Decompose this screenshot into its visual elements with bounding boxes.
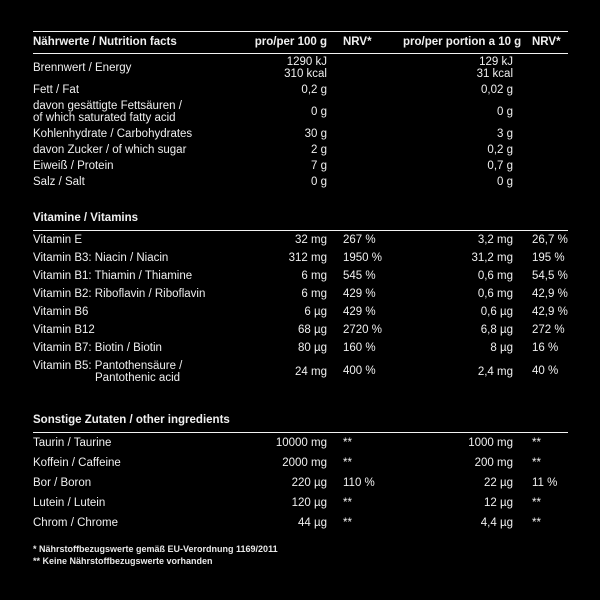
table-row	[33, 82, 568, 98]
table-row	[33, 249, 568, 267]
nrv-per-portion: 11 %	[532, 476, 558, 489]
row-label-line: Koffein / Caffeine	[33, 457, 121, 469]
value-per-portion	[403, 306, 513, 318]
table-row	[33, 126, 568, 142]
value-per-100g	[213, 457, 327, 469]
nrv-per-100g: **	[343, 516, 352, 529]
row-label-line: Lutein / Lutein	[33, 497, 106, 509]
row-label-line: Pantothenic acid	[95, 371, 181, 384]
table-row	[33, 285, 568, 303]
nrv-per-100g: 429 %	[343, 305, 376, 318]
table-row	[33, 473, 568, 493]
row-label-line: Vitamin B5: Pantothensäure /	[33, 359, 183, 372]
nrv-per-portion: 42,9 %	[532, 287, 568, 300]
row-label	[33, 437, 111, 449]
value-line: 6 mg	[301, 288, 327, 300]
value-per-100g	[213, 288, 327, 300]
nrv-per-portion: 54,5 %	[532, 269, 568, 282]
row-label-line: Vitamin B2: Riboflavin / Riboflavin	[33, 288, 206, 300]
value-line: 4,4 µg	[480, 517, 513, 529]
footnotes	[33, 543, 568, 567]
row-label	[33, 497, 105, 509]
row-label-line: Vitamin B12	[33, 324, 95, 336]
value-per-portion	[403, 437, 513, 449]
row-label	[33, 234, 82, 246]
value-per-portion	[403, 56, 513, 80]
vitamins-table	[33, 212, 568, 386]
value-per-100g	[213, 128, 327, 140]
value-per-100g	[213, 437, 327, 449]
table-header-row	[33, 32, 568, 53]
value-per-portion	[403, 252, 513, 264]
value-per-portion	[403, 457, 513, 469]
table-row	[33, 267, 568, 285]
value-line: 0 g	[497, 176, 513, 188]
row-label	[33, 477, 91, 489]
table-row	[33, 54, 568, 82]
value-line: 310 kcal	[284, 68, 327, 80]
table-row	[33, 174, 568, 190]
value-line: 0,02 g	[481, 84, 513, 96]
table-row	[33, 513, 568, 533]
row-label-line: Chrom / Chrome	[33, 517, 118, 529]
column-header-per-100g: pro/per 100 g	[254, 36, 327, 48]
table-body	[33, 54, 568, 190]
value-per-100g	[213, 324, 327, 336]
table-row	[33, 453, 568, 473]
row-label-line: Vitamin B3: Niacin / Niacin	[33, 252, 169, 264]
table-row	[33, 321, 568, 339]
row-label	[33, 100, 182, 124]
table-row	[33, 433, 568, 453]
table-body	[33, 231, 568, 386]
row-label-line: Brennwert / Energy	[33, 62, 132, 74]
value-line: 32 mg	[295, 234, 327, 246]
row-label-line: of which saturated fatty acid	[33, 112, 176, 124]
table-header-label: Nährwerte / Nutrition facts	[33, 36, 177, 48]
value-line: 129 kJ	[479, 56, 513, 68]
value-per-portion	[403, 270, 513, 282]
row-label	[33, 160, 114, 172]
value-line: 0,6 µg	[480, 306, 513, 318]
value-per-100g	[213, 56, 327, 80]
column-header-nrv-2: NRV*	[532, 36, 561, 48]
value-per-portion	[403, 517, 513, 529]
value-line: 120 µg	[291, 497, 327, 509]
value-per-100g	[213, 176, 327, 188]
nrv-per-100g: 110 %	[343, 476, 375, 489]
nrv-per-portion: 42,9 %	[532, 305, 568, 318]
row-label-line: Fett / Fat	[33, 84, 80, 96]
value-line: 31 kcal	[476, 68, 513, 80]
value-per-100g	[213, 234, 327, 246]
value-per-100g	[213, 252, 327, 264]
value-line: 0,2 g	[301, 84, 327, 96]
row-label	[33, 288, 205, 300]
value-line: 0 g	[311, 176, 327, 188]
value-line: 6 µg	[304, 306, 327, 318]
value-line: 68 µg	[297, 324, 327, 336]
value-line: 0 g	[311, 106, 327, 118]
value-per-100g	[213, 106, 327, 118]
nrv-per-portion: 26,7 %	[532, 233, 568, 246]
nrv-per-portion: **	[532, 496, 541, 509]
row-label-line: Kohlenhydrate / Carbohydrates	[33, 128, 193, 140]
value-line: 31,2 mg	[471, 252, 513, 264]
value-line: 10000 mg	[275, 437, 327, 449]
row-label	[33, 62, 131, 74]
value-line: 8 µg	[490, 342, 513, 354]
value-per-100g	[213, 84, 327, 96]
value-line: 0,2 g	[487, 144, 513, 156]
value-line: 7 g	[311, 160, 327, 172]
value-per-100g	[213, 160, 327, 172]
row-label	[33, 128, 192, 140]
value-line: 22 µg	[483, 477, 513, 489]
value-line: 3,2 mg	[477, 234, 513, 246]
value-per-portion	[403, 144, 513, 156]
value-line: 312 mg	[288, 252, 327, 264]
nutrition-label	[33, 31, 568, 567]
value-line: 44 µg	[297, 517, 327, 529]
table-body	[33, 433, 568, 533]
row-label	[33, 324, 95, 336]
nrv-per-portion: 195 %	[532, 251, 565, 264]
row-label-line: Vitamin B1: Thiamin / Thiamine	[33, 270, 193, 282]
row-label	[33, 84, 79, 96]
row-label	[33, 176, 85, 188]
value-per-portion	[403, 477, 513, 489]
table-row	[33, 357, 568, 386]
value-per-portion	[403, 497, 513, 509]
nrv-per-portion: **	[532, 436, 541, 449]
table-row	[33, 231, 568, 249]
ingredients-table	[33, 414, 568, 533]
row-label-line: davon gesättigte Fettsäuren /	[33, 100, 182, 112]
value-line: 6 mg	[301, 270, 327, 282]
value-line: 1000 mg	[468, 437, 513, 449]
value-per-100g	[213, 517, 327, 529]
value-per-100g	[213, 144, 327, 156]
nrv-per-100g: **	[343, 436, 352, 449]
value-line: 30 g	[304, 128, 327, 140]
row-label-line: Taurin / Taurine	[33, 437, 112, 449]
row-label	[33, 457, 121, 469]
value-line: 0,7 g	[487, 160, 513, 172]
value-per-portion	[403, 366, 513, 378]
value-per-portion	[403, 234, 513, 246]
row-label-line: Eiweiß / Protein	[33, 160, 114, 172]
table-row	[33, 303, 568, 321]
nrv-per-100g: 545 %	[343, 269, 376, 282]
nrv-per-100g: **	[343, 496, 352, 509]
table-row	[33, 142, 568, 158]
nrv-per-portion: 40 %	[532, 365, 559, 377]
value-line: 12 µg	[483, 497, 513, 509]
row-label	[33, 144, 186, 156]
value-per-100g	[213, 366, 327, 378]
nrv-per-portion: 272 %	[532, 323, 565, 336]
row-label	[33, 306, 88, 318]
row-label-line: davon Zucker / of which sugar	[33, 144, 187, 156]
nrv-per-100g: 267 %	[343, 233, 376, 246]
nrv-per-portion: 16 %	[532, 341, 559, 354]
value-line: 0,6 mg	[477, 288, 513, 300]
nutrition-facts-table	[33, 31, 568, 190]
row-label-line: Vitamin B6	[33, 306, 89, 318]
value-line: 200 mg	[474, 457, 513, 469]
vitamins-section-title: Vitamine / Vitamins	[33, 212, 139, 224]
value-per-portion	[403, 288, 513, 300]
value-line: 2000 mg	[282, 457, 327, 469]
table-row	[33, 493, 568, 513]
nrv-per-100g: 160 %	[343, 341, 376, 354]
value-line: 24 mg	[295, 365, 327, 378]
value-line: 220 µg	[291, 477, 327, 489]
row-label-line: Salz / Salt	[33, 176, 85, 188]
value-per-portion	[403, 342, 513, 354]
value-line: 3 g	[497, 128, 513, 140]
column-header-per-portion: pro/per portion a 10 g	[403, 36, 522, 48]
value-per-100g	[213, 497, 327, 509]
value-line: 0 g	[497, 106, 513, 118]
row-label	[33, 270, 192, 282]
nrv-per-100g: 1950 %	[343, 251, 383, 264]
row-label-line: Vitamin B7: Biotin / Biotin	[33, 342, 162, 354]
row-label	[33, 360, 182, 384]
nrv-per-100g: **	[343, 456, 352, 469]
nrv-per-portion: **	[532, 456, 541, 469]
value-per-100g	[213, 477, 327, 489]
nrv-per-100g: 400 %	[343, 365, 376, 377]
value-line: 6,8 µg	[480, 324, 513, 336]
table-row	[33, 158, 568, 174]
value-per-100g	[213, 306, 327, 318]
value-per-portion	[403, 324, 513, 336]
value-per-portion	[403, 84, 513, 96]
table-row	[33, 98, 568, 126]
value-line: 2,4 mg	[477, 365, 513, 378]
nrv-per-100g: 2720 %	[343, 323, 383, 336]
value-per-portion	[403, 160, 513, 172]
ingredients-section-title: Sonstige Zutaten / other ingredients	[33, 414, 230, 426]
value-per-100g	[213, 342, 327, 354]
nrv-per-portion: **	[532, 516, 541, 529]
value-per-portion	[403, 106, 513, 118]
row-label-line: Vitamin E	[33, 234, 83, 246]
value-per-portion	[403, 128, 513, 140]
column-header-nrv-1: NRV*	[343, 36, 372, 48]
value-line: 0,6 mg	[477, 270, 513, 282]
value-line: 2 g	[311, 144, 327, 156]
nrv-per-100g: 429 %	[343, 287, 376, 300]
row-label	[33, 517, 118, 529]
value-per-portion	[403, 176, 513, 188]
row-label	[33, 342, 162, 354]
value-line: 80 µg	[297, 342, 327, 354]
row-label-line: Bor / Boron	[33, 477, 92, 489]
table-row	[33, 339, 568, 357]
value-per-100g	[213, 270, 327, 282]
value-line: 1290 kJ	[286, 56, 327, 68]
row-label	[33, 252, 168, 264]
footnote-nrv-regulation: * Nährstoffbezugswerte gemäß EU-Verordnung 1169/2011	[33, 544, 278, 554]
footnote-no-nrv: ** Keine Nährstoffbezugswerte vorhanden	[33, 556, 213, 566]
